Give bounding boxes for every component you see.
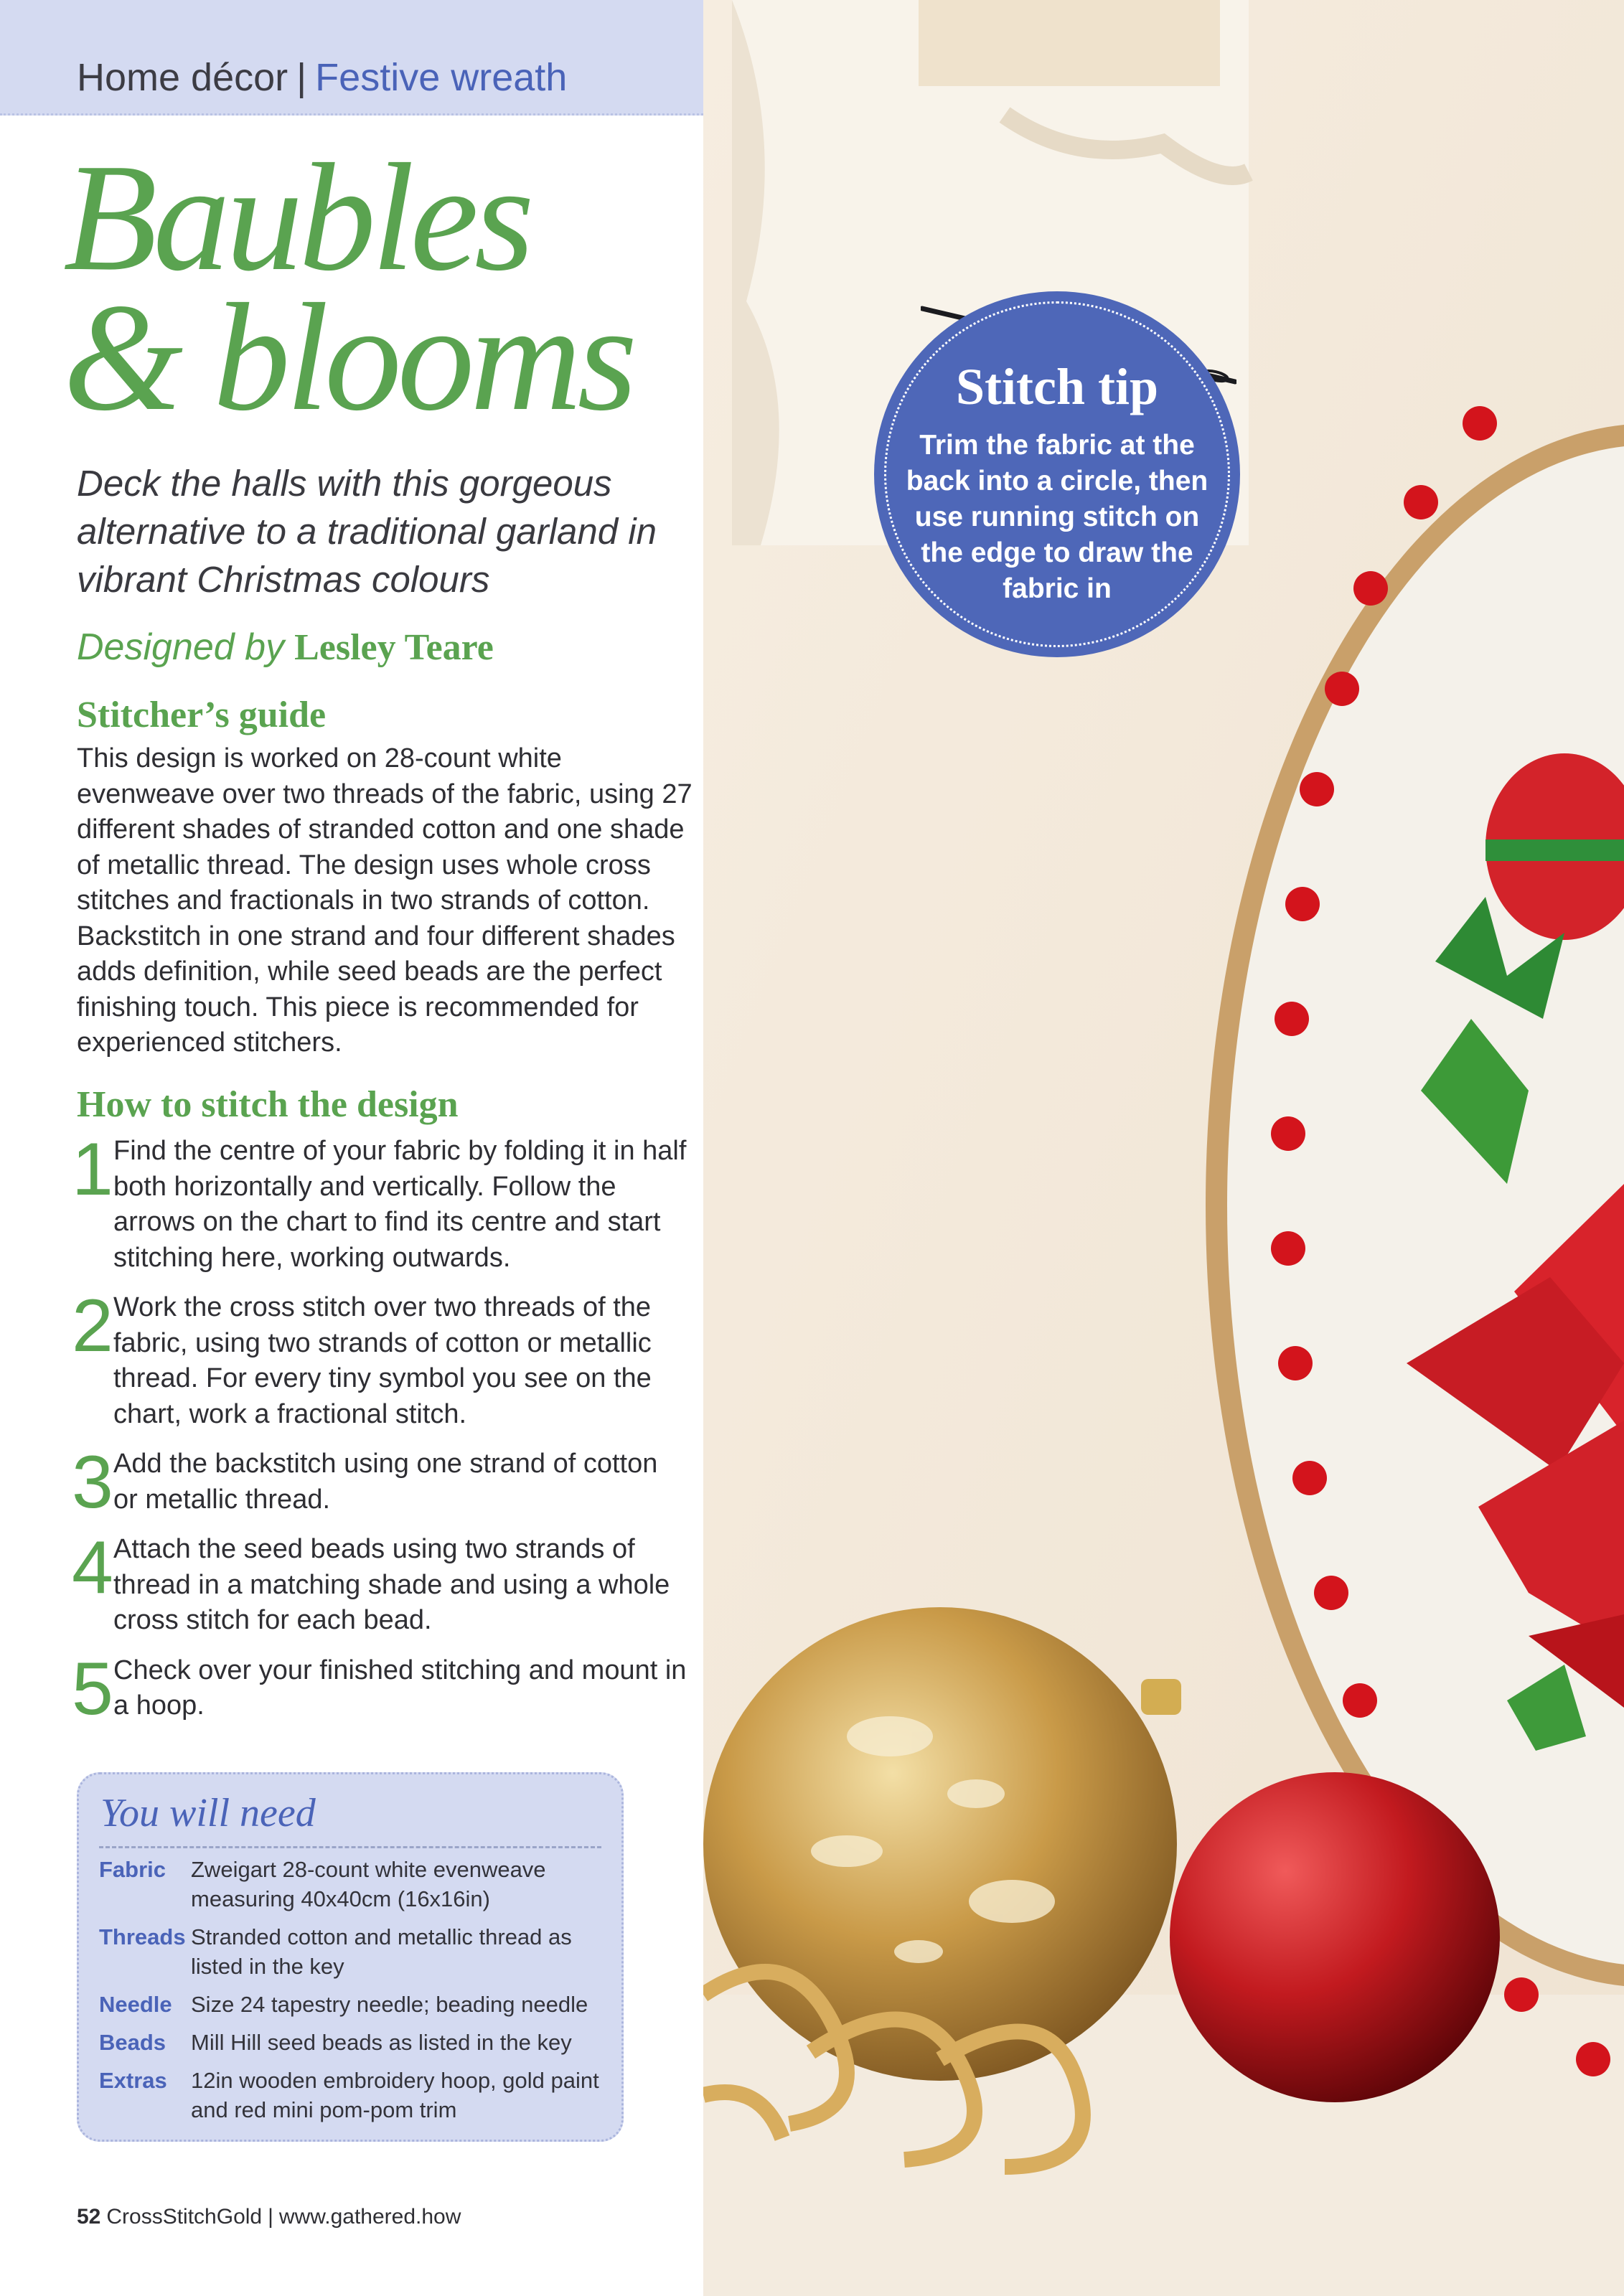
standfirst: Deck the halls with this gorgeous alternative to a traditional garland in vibrant Christmas colours	[77, 463, 657, 600]
materials-value: Mill Hill seed beads as listed in the key	[191, 2030, 572, 2055]
stitchers-guide-body: This design is worked on 28-count white evenweave over two threads of the fabric, using 27 different shades of stranded cotton and one shade of metallic thread. The design uses whole cross stitches and fractionals in two strands of cotton. Backstitch in one strand and four different shades adds definition, while seed beads are the perfect finishing touch. This piece is recommended for experienced stitchers.	[77, 743, 693, 1058]
gold-bauble	[703, 1607, 1177, 2081]
title-line-1: Baubles	[63, 131, 530, 303]
step-text: Work the cross stitch over two threads of the fabric, using two strands of cotton or metallic thread. For every tiny symbol you see on the chart, work a fractional stitch.	[113, 1292, 652, 1429]
page-number: 52	[77, 2205, 101, 2229]
footer-url[interactable]: www.gathered.how	[278, 2205, 461, 2229]
materials-row	[99, 1990, 609, 2019]
you-will-need-heading: You will need	[100, 1791, 316, 1835]
materials-row	[99, 2028, 609, 2057]
step-number: 1	[72, 1128, 113, 1211]
page-footer	[77, 2203, 461, 2231]
materials-label: Beads	[99, 2030, 166, 2055]
materials-list	[99, 1855, 609, 2133]
materials-value: Stranded cotton and metallic thread as listed in the key	[191, 1924, 572, 1979]
step-item	[72, 1441, 703, 1524]
section-header	[77, 52, 567, 103]
step-text: Check over your finished stitching and mount in a hoop.	[113, 1655, 687, 1721]
materials-value: Size 24 tapestry needle; beading needle	[191, 1992, 588, 2017]
materials-row	[99, 1855, 609, 1914]
footer-separator: |	[268, 2205, 273, 2229]
materials-row	[99, 1922, 609, 1981]
step-number: 2	[72, 1284, 113, 1368]
section-separator: |	[296, 56, 307, 99]
step-item	[72, 1128, 703, 1276]
step-item	[72, 1284, 703, 1432]
you-will-need-box	[77, 1772, 624, 2142]
materials-row	[99, 2066, 609, 2125]
step-text: Find the centre of your fabric by folding it in half both horizontally and vertically. Follow the arrows on the chart to find its centre and start stitching here, working outwards.	[113, 1136, 687, 1273]
step-number: 3	[72, 1441, 113, 1524]
step-text: Attach the seed beads using two strands of thread in a matching shade and using a whole cross stitch for each bead.	[113, 1534, 670, 1635]
materials-label: Fabric	[99, 1857, 166, 1882]
designer-credit	[77, 624, 494, 671]
mirror-inner	[919, 0, 1220, 86]
stitch-tip-body: Trim the fabric at the back into a circle, then use running stitch on the edge to draw the fabric in	[906, 430, 1208, 604]
step-text: Add the backstitch using one strand of cotton or metallic thread.	[113, 1449, 658, 1515]
section-label: Home décor	[77, 56, 288, 99]
article-column	[0, 0, 703, 2296]
step-item	[72, 1647, 703, 1731]
designer-name: Lesley Teare	[294, 627, 494, 668]
article-title	[63, 131, 634, 443]
materials-label: Threads	[99, 1924, 186, 1949]
stitchers-guide-heading: Stitcher’s guide	[77, 695, 327, 735]
stitch-tip-badge	[874, 291, 1240, 657]
subsection-label: Festive wreath	[315, 56, 568, 99]
materials-label: Needle	[99, 1992, 172, 2017]
step-number: 5	[72, 1647, 113, 1731]
step-item	[72, 1526, 703, 1639]
red-bauble	[1170, 1772, 1500, 2102]
materials-label: Extras	[99, 2068, 167, 2093]
materials-value: Zweigart 28-count white evenweave measuring 40x40cm (16x16in)	[191, 1857, 546, 1911]
step-number: 4	[72, 1526, 113, 1609]
steps-list	[72, 1128, 703, 1731]
materials-value: 12in wooden embroidery hoop, gold paint and red mini pom-pom trim	[191, 2068, 599, 2122]
divider	[99, 1846, 601, 1848]
bauble-cap	[1141, 1679, 1181, 1715]
magazine-name: CrossStitchGold	[106, 2205, 263, 2229]
title-line-2: & blooms	[63, 271, 634, 443]
stitch-tip-heading: Stitch tip	[955, 358, 1159, 415]
designer-prefix: Designed by	[77, 626, 285, 668]
how-to-heading: How to stitch the design	[77, 1084, 459, 1125]
